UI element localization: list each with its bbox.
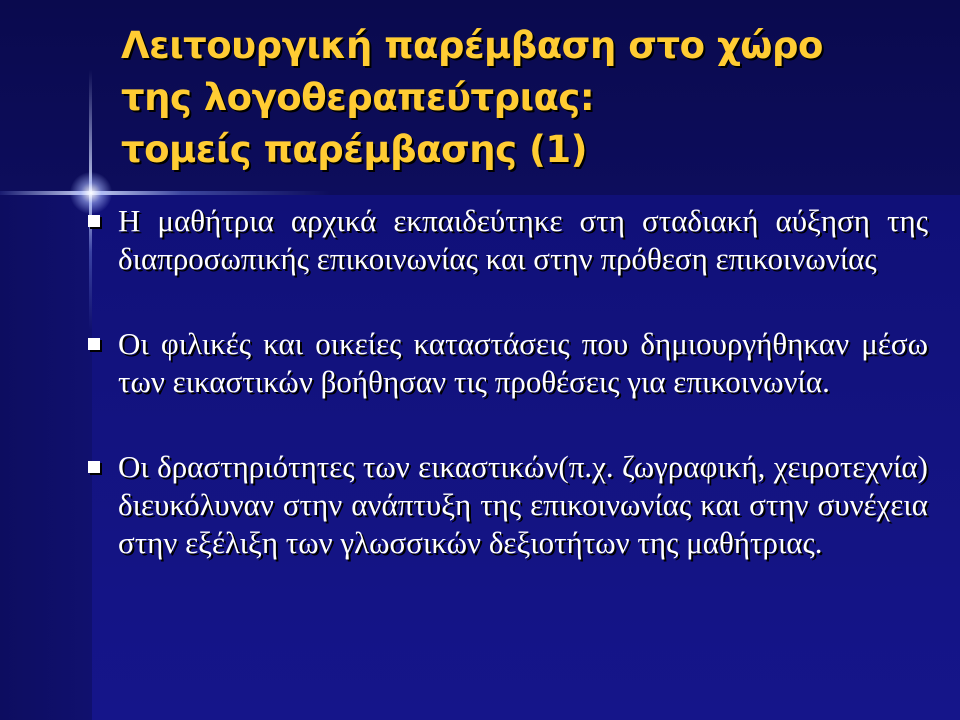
bullet-list: [88, 202, 928, 609]
bullet-text-1: Η μαθήτρια αρχικά εκπαιδεύτηκε στη σταδιακή αύξηση της διαπροσωπικής επικοινωνίας και στην πρόθεση επικοινωνίας: [118, 203, 928, 276]
bullet-text-2: Οι φιλικές και οικείες καταστάσεις που δημιουργήθηκαν μέσω των εικαστικών βοήθησαν τις προθέσεις για επικοινωνία.: [118, 326, 928, 399]
bullet-item-2: [88, 325, 928, 401]
square-bullet-icon: [88, 338, 100, 350]
left-band: [0, 195, 92, 720]
square-bullet-icon: [88, 461, 100, 473]
bullet-text-3: Οι δραστηριότητες των εικαστικών(π.χ. ζωγραφική, χειροτεχνία) διευκόλυναν στην ανάπτυξη της επικοινωνίας και στην συνέχεια στην εξέλιξη των γλωσσικών δεξιοτήτων της μαθήτριας.: [118, 449, 928, 560]
bullet-item-1: [88, 202, 928, 278]
lens-flare-horizontal: [0, 191, 330, 195]
title-line-3: τομείς παρέμβασης (1): [121, 128, 588, 171]
title-line-1: Λειτουργική παρέμβαση στο χώρο: [121, 24, 823, 67]
title-line-2: της λογοθεραπεύτριας:: [121, 76, 595, 119]
slide-title: [121, 20, 823, 176]
square-bullet-icon: [88, 215, 100, 227]
bullet-item-3: [88, 448, 928, 562]
